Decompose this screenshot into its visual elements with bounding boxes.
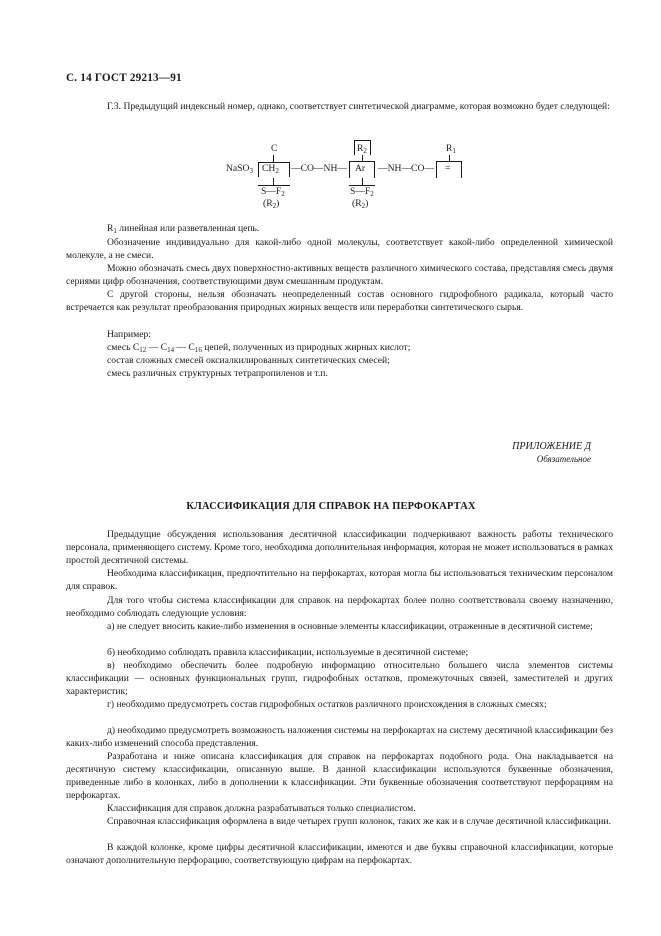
formula-ar-top-bar <box>349 161 375 162</box>
formula-nh-co: —NH—CO— <box>378 163 434 174</box>
formula-eq: = <box>445 163 451 174</box>
formula-sf-left-bar <box>258 185 290 186</box>
example-item-2: состав сложных смесей оксиалкилированных синтетических смесей; <box>107 355 390 366</box>
formula-ring-right-bar <box>461 161 462 178</box>
section-paragraph-3: Для того чтобы система классификации для справок на перфокартах более полно соответствовала своему назначению, необходимо соблюдать следующие условия: <box>66 595 613 619</box>
example-item-1: смесь $C_{12}$ — $C_{14}$ — $C_{16}$ цепей, полученных из природных жирных кислот; <box>107 342 411 354</box>
formula-r2-bond <box>362 155 363 162</box>
appendix-label: ПРИЛОЖЕНИЕ Д <box>512 441 591 452</box>
formula-r1-top: $R_1$ <box>446 143 456 155</box>
formula-r2-box-right <box>370 140 371 155</box>
formula-ring-left-bar <box>436 161 437 178</box>
formula-c-bond <box>273 155 274 162</box>
condition-a: а) не следует вносить какие-либо изменения в основные элементы классификации, отраженные в десятичной системе; <box>107 621 593 632</box>
paragraph-mixture: Можно обозначать смесь двух поверхностно-активных веществ различного химического состава, представляя смесь двумя сериями цифр обозначения, соответствующими двум смешанным продуктам. <box>66 263 613 287</box>
condition-c: в) необходимо обеспечить более подробную информацию относительно большего числа элементов системы классификации — основных функциональных групп, гидрофобных остатков, промежуточных связей, заместителей и других характеристик; <box>66 660 613 697</box>
formula-r1-bond <box>449 155 450 162</box>
formula-ch2-right-bar <box>289 162 290 177</box>
formula-r2-box-left <box>354 140 355 155</box>
section-paragraph-2: Необходима классификация, предпочтительно на перфокартах, которая могла бы использоваться техническим персоналом для справок. <box>66 568 613 592</box>
appendix-heading <box>512 441 591 465</box>
formula-ar-right-bar <box>374 161 375 178</box>
formula-ar-left-bar <box>349 161 350 178</box>
section-paragraph-1: Предыдущие обсуждения использования десятичной классификации подчеркивают важность работы технического персонала, применяющего систему. Кроме того, необходима дополнительная информация, которая не может использоваться в рамках простой десятичной системы. <box>66 529 613 566</box>
formula-sf-left: $S—F_2$ <box>261 186 285 198</box>
formula-sf-right-bond <box>362 178 363 185</box>
formula-c-label: C <box>271 143 278 154</box>
formula-naso3: NaSO$_3$ <box>226 163 253 175</box>
formula-ch2: $CH_2$ <box>262 163 279 175</box>
formula-co-nh: —CO—NH— <box>291 163 347 174</box>
paragraph-undefined: С другой стороны, нельзя обозначать неопределенный состав основного гидрофобного радикала, который часто встречается как результат преобразования природных жирных веществ или переработки синтетического сырья. <box>66 289 613 313</box>
example-label: Например: <box>107 329 151 340</box>
section-paragraph-4: Разработана и ниже описана классификация для справок на перфокартах подобного рода. Она накладывается на десятичную систему классификации, описанную выше. В данной классификации используются буквенные обозначения, приведенные либо в колонках, либо в дополнении к классификации. Эти буквенные обозначения соответствуют перфорациям на перфокартах. <box>66 751 613 801</box>
example-item-3: смесь различных структурных тетрапропиленов и т.п. <box>107 368 328 379</box>
formula-ring-top-bar <box>436 161 462 162</box>
section-title: КЛАССИФИКАЦИЯ ДЛЯ СПРАВОК НА ПЕРФОКАРТАХ <box>186 501 476 512</box>
formula-sf-right-bar <box>349 185 375 186</box>
formula-r2-left: $(R_2)$ <box>263 198 280 210</box>
formula-sf-right: $S—F_2$ <box>350 186 374 198</box>
formula-r2-right: $(R_2)$ <box>352 198 369 210</box>
appendix-status: Обязательное <box>536 454 591 464</box>
paragraph-individual: Обозначение индивидуально для какой-либо одной молекулы, соответствует какой-либо определенной химической молекуле, а не смеси. <box>66 237 613 261</box>
r1-note: $R_1$ линейная или разветвленная цепь. <box>107 223 260 235</box>
condition-d: г) необходимо предусмотреть состав гидрофобных остатков различного происхождения в сложных смесях; <box>107 699 547 710</box>
formula-r2-top: $R_2$ <box>357 143 367 155</box>
formula-ch2-top-bar <box>258 162 290 163</box>
formula-ch2-left-bar <box>258 162 259 177</box>
intro-paragraph <box>107 100 613 113</box>
formula-r2-box-top <box>354 140 371 141</box>
formula-ar: Ar <box>355 163 366 174</box>
condition-b: б) необходимо соблюдать правила классификации, используемые в десятичной системе; <box>107 647 469 658</box>
page-header: С. 14 ГОСТ 29213—91 <box>66 72 182 84</box>
section-paragraph-6: Справочная классификация оформлена в виде четырех групп колонок, таких же как и в случае десятичной классификации. <box>107 816 611 827</box>
intro-text: Г.3. Предыдущий индексный номер, однако, соответствует синтетической диаграмме, которая возможно будет следующей: <box>107 101 610 112</box>
formula-sf-left-bond <box>273 178 274 185</box>
condition-e: д) необходимо предусмотреть возможность наложения системы на перфокартах на систему десятичной классификации без каких-либо изменений способа представления. <box>66 725 613 749</box>
section-paragraph-7: В каждой колонке, кроме цифры десятичной классификации, имеются и две буквы справочной классификации, которые означают дополнительную перфорацию, соответствующую цифрам на перфокартах. <box>66 842 613 866</box>
section-paragraph-5: Классификация для справок должна разрабатываться только специалистом. <box>107 803 416 814</box>
